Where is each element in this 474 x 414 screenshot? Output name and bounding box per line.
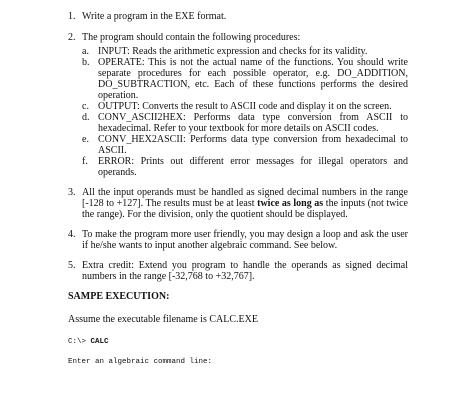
assignment-document xyxy=(68,11,408,367)
procedure-operate xyxy=(82,57,408,101)
procedure-conv-ascii2hex xyxy=(82,112,408,134)
command-text: CALC xyxy=(90,338,109,346)
procedure-list xyxy=(82,46,408,178)
item-number: 1. xyxy=(68,11,76,22)
procedure-output xyxy=(82,101,408,112)
sub-text: CONV_HEX2ASCII: Performs data type conversion from hexadecimal to ASCII. xyxy=(98,134,408,156)
item-text: The program should contain the following procedures: xyxy=(82,32,301,43)
sample-execution-heading: SAMPE EXECUTION: xyxy=(68,291,170,302)
list-item-2 xyxy=(68,32,408,178)
sub-letter: a. xyxy=(82,46,89,57)
procedure-input xyxy=(82,46,408,57)
sub-text: OUTPUT: Converts the result to ASCII code and display it on the screen. xyxy=(98,101,392,112)
dos-prompt: C:\> xyxy=(68,338,87,346)
sub-letter: e. xyxy=(82,134,89,145)
list-item-1 xyxy=(68,11,408,22)
command-line-example xyxy=(68,337,408,347)
list-item-4 xyxy=(68,229,408,251)
item-number: 3. xyxy=(68,187,76,198)
assume-text: Assume the executable filename is CALC.EXE xyxy=(68,314,258,325)
procedure-conv-hex2ascii xyxy=(82,134,408,156)
sub-letter: c. xyxy=(82,101,89,112)
sub-letter: d. xyxy=(82,112,90,123)
sub-letter: f. xyxy=(82,156,88,167)
sub-text: OPERATE: This is not the actual name of the functions. You should write separate procedures for each possible operator, e.g. DO_ADDITION, DO_SUBTRACTION, etc. Each of these functions performs the desired operation. xyxy=(98,57,408,101)
item-text-post: the inputs (not twice the range). For the division, only the quotient should be displayed. xyxy=(82,198,408,220)
item-number: 2. xyxy=(68,32,76,43)
item-text: To make the program more user friendly, you may design a loop and ask the user if he/she wants to input another algebraic command. See below. xyxy=(82,229,408,251)
item-text: Extra credit: Extend you program to handle the operands as signed decimal numbers in the range [-32,768 to +32,767]. xyxy=(82,260,408,282)
sub-letter: b. xyxy=(82,57,90,68)
procedure-error xyxy=(82,156,408,178)
list-item-5 xyxy=(68,260,408,282)
item-text-pre: All the input operands must be handled as signed decimal numbers in the range [-128 to +127]. The results must be at least xyxy=(82,187,408,209)
list-item-3 xyxy=(68,187,408,220)
item-number: 4. xyxy=(68,229,76,240)
item-text-bold: twice as long as xyxy=(257,198,324,209)
item-text: Write a program in the EXE format. xyxy=(82,11,227,22)
sub-text: INPUT: Reads the arithmetic expression and checks for its validity. xyxy=(98,46,368,57)
sub-text: ERROR: Prints out different error messages for illegal operators and operands. xyxy=(98,156,408,178)
sub-text: CONV_ASCII2HEX: Performs data type conversion from ASCII to hexadecimal. Refer to your textbook for more details on ASCII codes. xyxy=(98,112,408,134)
program-prompt-line: Enter an algebraic command line: xyxy=(68,358,213,366)
item-number: 5. xyxy=(68,260,76,271)
